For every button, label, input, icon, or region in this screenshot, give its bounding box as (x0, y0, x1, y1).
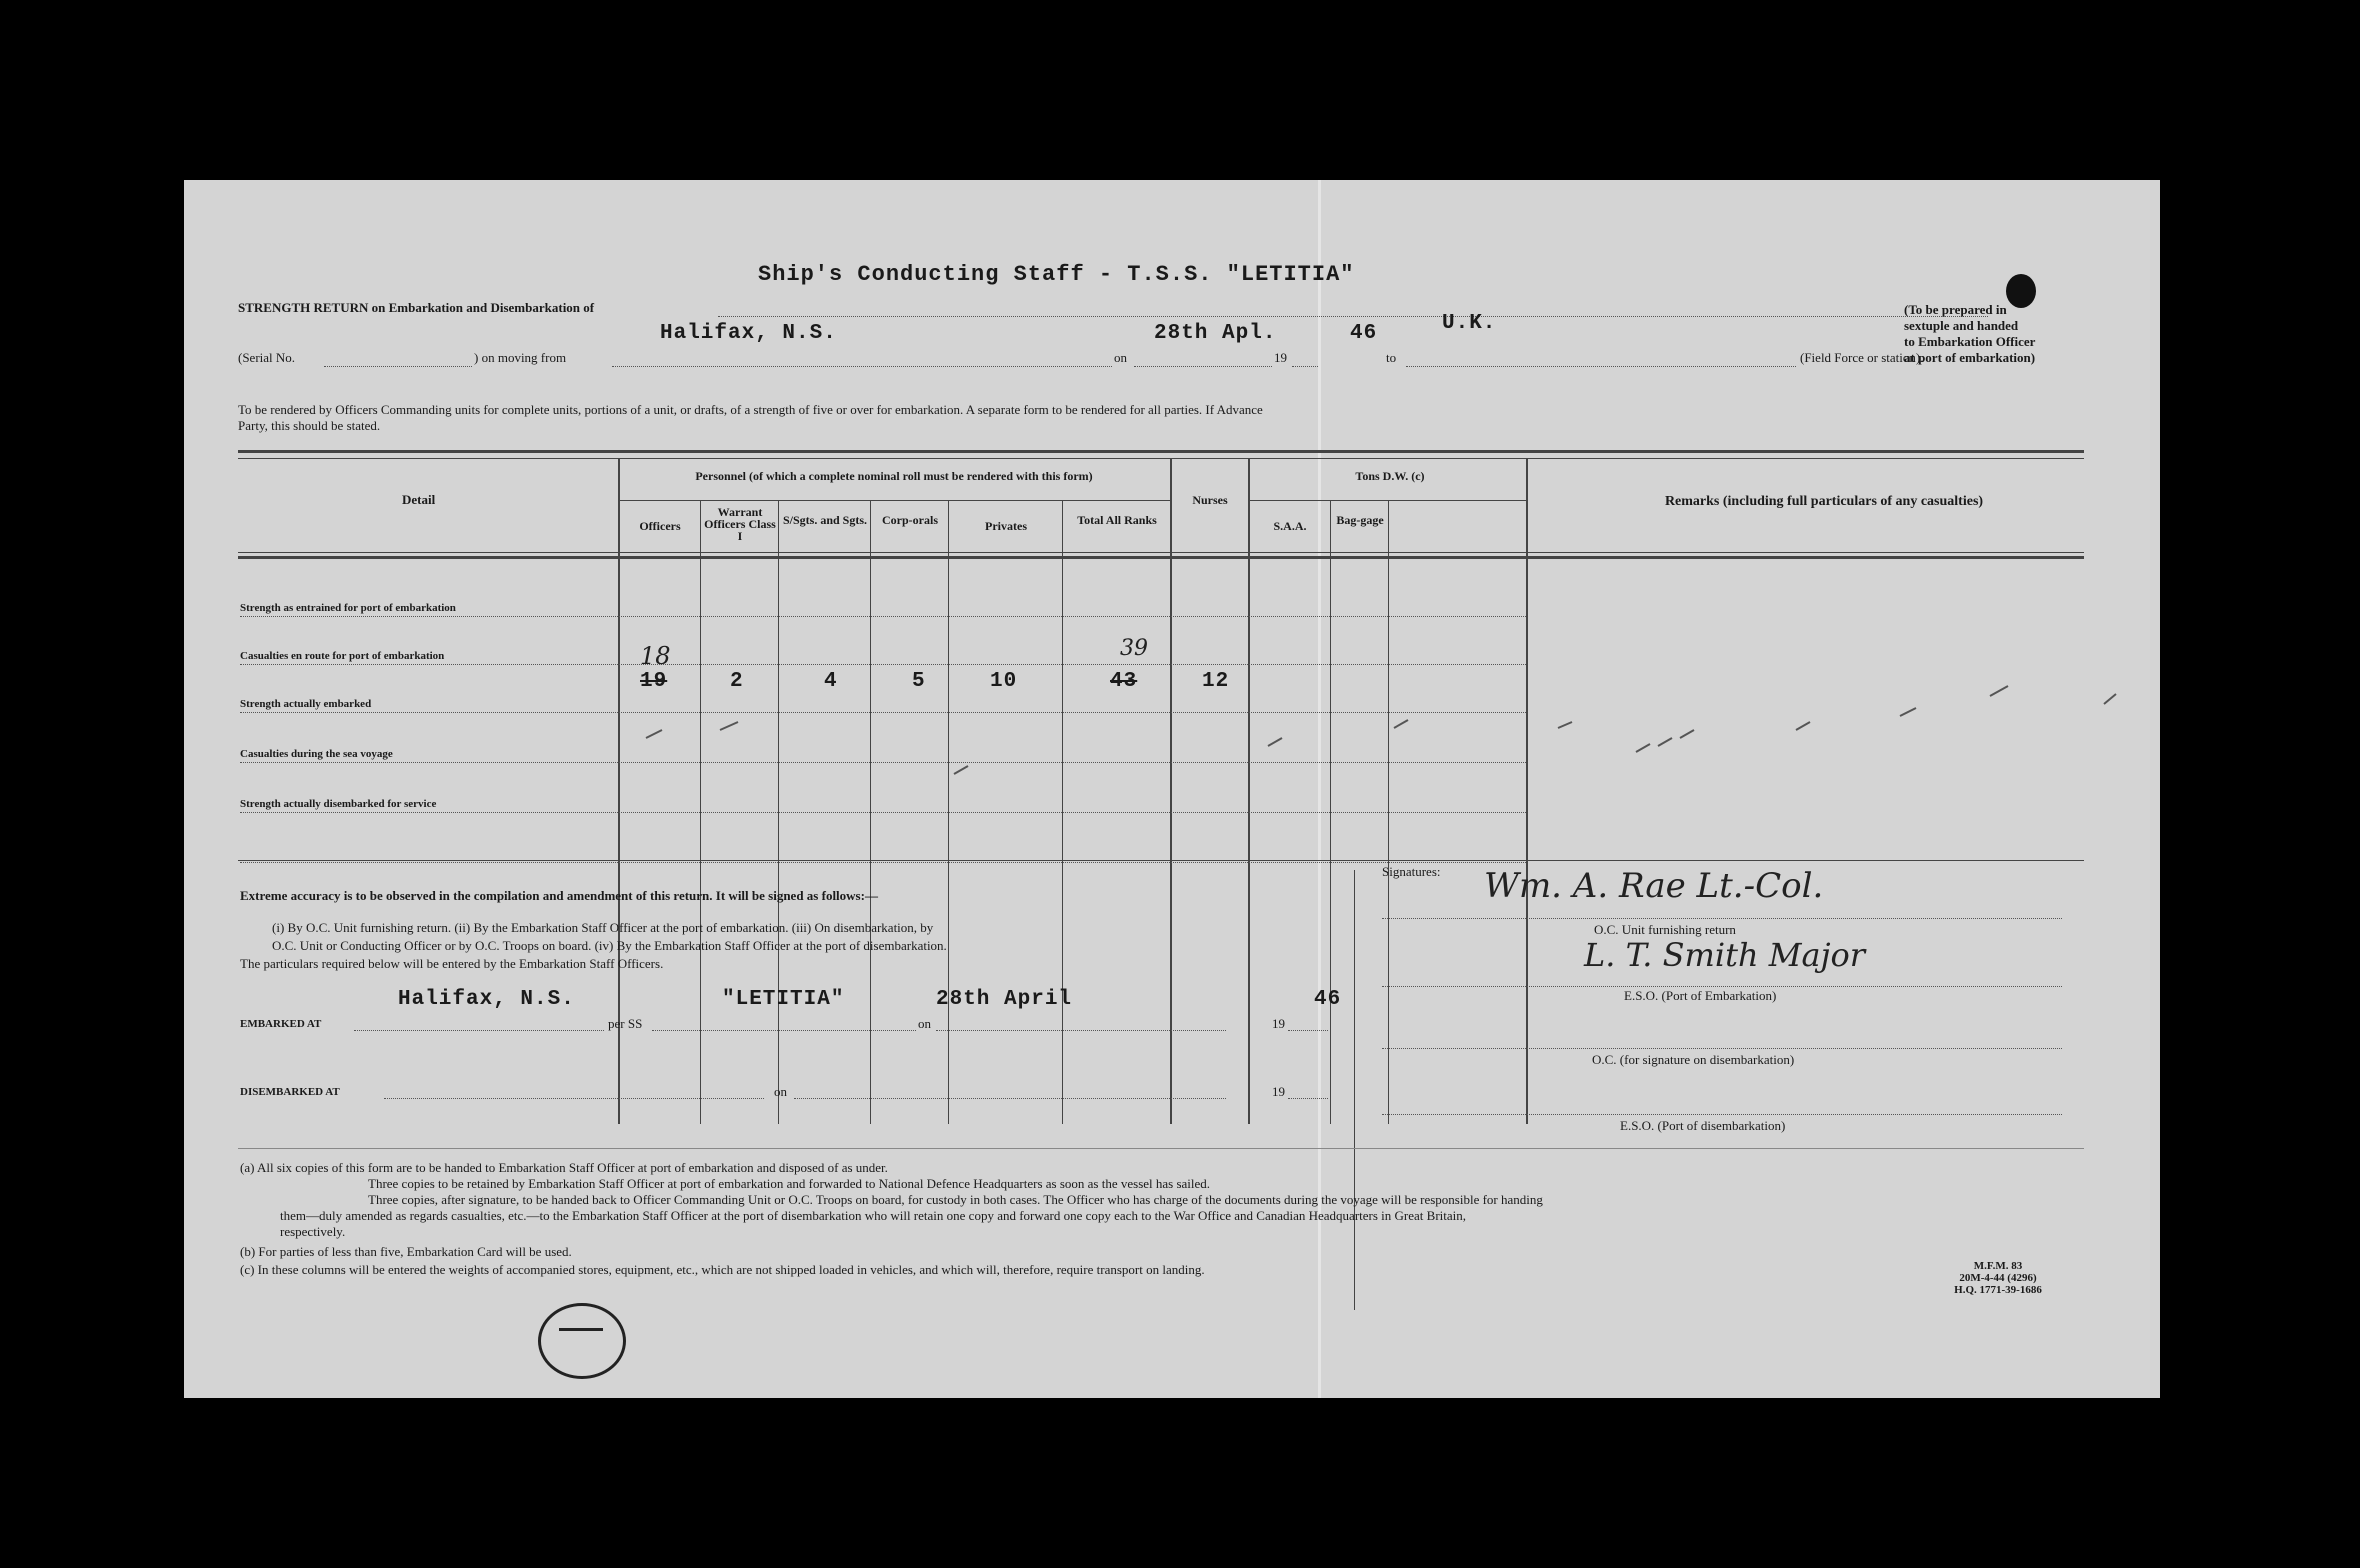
personnel-header: Personnel (of which a complete nominal roll must be rendered with this form) (695, 469, 1093, 483)
form-number: M.F.M. 83 20M-4-44 (4296) H.Q. 1771-39-1686 (1954, 1260, 2042, 1296)
strength-return-label: STRENGTH RETURN on Embarkation and Disembarkation of (238, 300, 595, 315)
form-paper (184, 180, 2160, 1398)
corporals-value: 5 (912, 670, 926, 693)
signature-eso: L. T. Smith Major (1584, 936, 1866, 974)
col-officers: Officers (639, 519, 681, 533)
note-a-4: them—duly amended as regards casualties, etc.—to the Embarkation Staff Officer at the port of disembarkation who will retain one copy and forward one copy each to the War Office and Canadian Headquarters in Great Britain, (280, 1208, 1467, 1223)
eso-disembark-label: E.S.O. (Port of disembarkation) (1620, 1118, 1786, 1133)
sign-line-3: The particulars required below will be entered by the Embarkation Staff Officers. (240, 956, 664, 971)
officers-struck: 19 (640, 670, 668, 693)
year-prefix: 19 (1274, 350, 1287, 365)
officers-corrected: 18 (640, 642, 671, 670)
total-struck: 43 (1110, 670, 1138, 693)
oc-unit-label: O.C. Unit furnishing return (1594, 922, 1736, 937)
col-sergeants: S/Sgts. and Sgts. (782, 513, 868, 527)
detail-header: Detail (402, 492, 436, 507)
moving-from-value: Halifax, N.S. (660, 322, 837, 345)
embarked-on-label: on (918, 1016, 931, 1031)
privates-value: 10 (990, 670, 1018, 693)
tons-header: Tons D.W. (c) (1355, 469, 1425, 483)
sign-line-2: O.C. Unit or Conducting Officer or by O.C. Troops on board. (iv) By the Embarkation Staff Officer at the port of disembarkation. (272, 938, 947, 953)
nurses-value: 12 (1202, 670, 1230, 693)
row-casualties-sea: Casualties during the sea voyage (240, 748, 393, 760)
embarked-ship: "LETITIA" (722, 988, 845, 1011)
serial-label: (Serial No. (238, 350, 296, 365)
signature-oc-unit: Wm. A. Rae Lt.-Col. (1484, 866, 1824, 906)
note-a-2: Three copies to be retained by Embarkation Staff Officer at port of embarkation and forwarded to National Defence Headquarters as soon as the vessel has sailed. (368, 1176, 1211, 1191)
year-value: 46 (1350, 322, 1378, 345)
note-a-1: (a) All six copies of this form are to be handed to Embarkation Staff Officer at port of embarkation and disposed of as under. (240, 1160, 888, 1175)
destination-value: U.K. (1442, 312, 1497, 335)
col-warrant-officers: Warrant Officers Class I (704, 505, 776, 543)
col-saa: S.A.A. (1273, 519, 1307, 533)
moving-from-label: ) on moving from (474, 350, 567, 365)
nurses-header: Nurses (1192, 493, 1228, 507)
signatures-label: Signatures: (1382, 864, 1441, 879)
field-force-label: (Field Force or station). (1800, 350, 1924, 365)
on-label: on (1114, 350, 1127, 365)
oc-disembark-label: O.C. (for signature on disembarkation) (1592, 1052, 1795, 1067)
row-entrained: Strength as entrained for port of embarkation (240, 602, 456, 614)
embarked-year-prefix: 19 (1272, 1016, 1285, 1031)
row-disembarked: Strength actually disembarked for service (240, 798, 437, 810)
disembarked-on-label: on (774, 1084, 787, 1099)
side-note: (To be prepared in sextuple and handed to Embarkation Officer at port of embarkation) (1904, 302, 2036, 365)
remarks-header: Remarks (including full particulars of any casualties) (1664, 494, 1984, 509)
warrant-officers-value: 2 (730, 670, 744, 693)
sign-line-1: (i) By O.C. Unit furnishing return. (ii) By the Embarkation Staff Officer at the port of embarkation. (iii) On disembarkation, by (272, 920, 934, 935)
col-total: Total All Ranks (1077, 513, 1157, 527)
embarked-label: EMBARKED AT (240, 1018, 322, 1030)
total-corrected: 39 (1120, 636, 1148, 661)
instruction-line-1: To be rendered by Officers Commanding units for complete units, portions of a unit, or drafts, of a strength of five or over for embarkation. A separate form to be rendered for all parties. If Advance (238, 402, 1263, 417)
per-ss-label: per SS (608, 1016, 643, 1031)
instruction-line-2: Party, this should be stated. (238, 418, 381, 433)
disembarked-year-prefix: 19 (1272, 1084, 1285, 1099)
note-a-3: Three copies, after signature, to be handed back to Officer Commanding Unit or O.C. Troops on board, for custody in both cases. The Officer who has charge of the documents during the voyage will be responsible for handing (368, 1192, 1543, 1207)
accuracy-line: Extreme accuracy is to be observed in the compilation and amendment of this return. It will be signed as follows:— (240, 888, 878, 903)
to-label: to (1386, 350, 1397, 365)
disembarked-label: DISEMBARKED AT (240, 1086, 340, 1098)
col-corporals: Corp-orals (882, 513, 938, 527)
note-b: (b) For parties of less than five, Embarkation Card will be used. (240, 1244, 572, 1259)
note-a-5: respectively. (280, 1224, 346, 1239)
note-c: (c) In these columns will be entered the weights of accompanied stores, equipment, etc., which are not shipped loaded in vehicles, and which will, therefore, require transport on landing. (240, 1262, 1205, 1277)
form-title: Ship's Conducting Staff - T.S.S. "LETITIA" (758, 262, 1355, 287)
embarked-port: Halifax, N.S. (398, 988, 575, 1011)
eso-embark-label: E.S.O. (Port of Embarkation) (1624, 988, 1777, 1003)
embarked-year: 46 (1314, 988, 1342, 1011)
circle-stamp (538, 1303, 626, 1379)
row-casualties-route: Casualties en route for port of embarkation (240, 650, 445, 662)
sergeants-value: 4 (824, 670, 838, 693)
col-baggage: Bag-gage (1336, 513, 1384, 527)
date-value: 28th Apl. (1154, 322, 1277, 345)
embarked-date: 28th April (936, 988, 1073, 1011)
col-privates: Privates (985, 519, 1027, 533)
row-embarked: Strength actually embarked (240, 698, 372, 710)
